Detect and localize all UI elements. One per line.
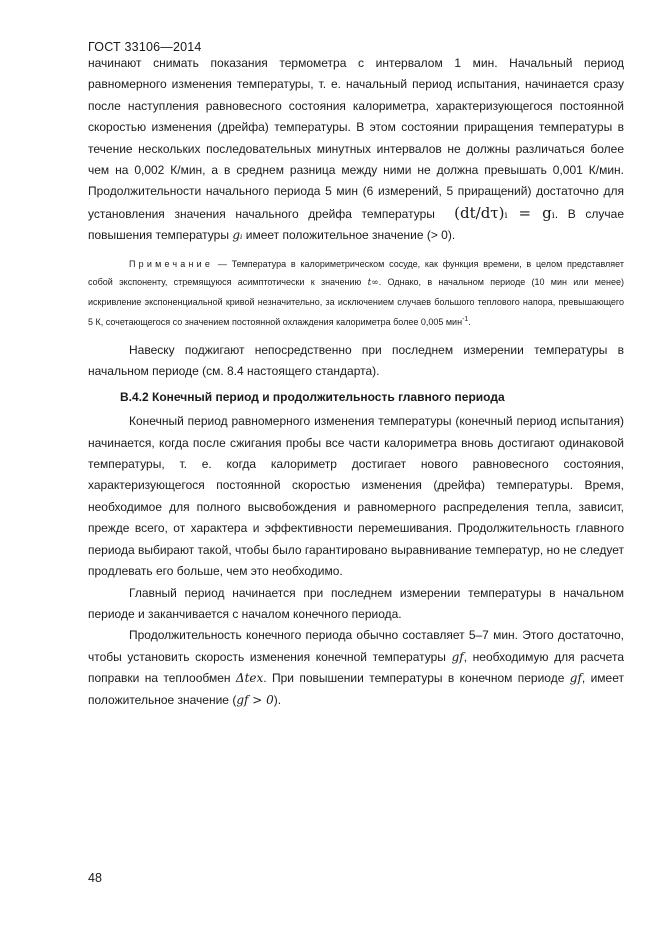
inequality: gf > 0 — [236, 692, 274, 707]
paragraph-text: , необходимую для расчета поправки на теплообмен — [88, 649, 624, 686]
paragraph-text: начинают снимать показания термометра с интервалом 1 мин. Начальный период равномерного изменения температуры, т. е. начальный период испытания, начинается сразу после наступления равновесного состояния калориметра, характеризующегося постоянной скоростью изменения (дрейфа) температуры. В этом состоянии приращения температуры в течение нескольких последовательных минутных интервалов не должны различаться более чем на 0,002 К/мин, а в среднем разница между ними не должна превышать 0,001 К/мин. Продолжительности начального периода 5 мин (6 измерений, 5 приращений) достаточно для установления значения начального дрейфа температуры — [88, 56, 624, 221]
paragraph-text: , имеет положительное значение ( — [88, 671, 624, 707]
section-heading: В.4.2 Конечный период и продолжительность главного периода — [120, 389, 505, 404]
variable-delta-tex: Δtex — [235, 671, 264, 686]
note-text: . Однако, в начальном периоде (10 мин или менее) искривление экспоненциальной кривой незначительно, за исключением случаев большого теплового напора, превышающего 5 К, сочетающегося со значением постоянной охлаждения калориметра более 0,005 мин — [88, 277, 624, 328]
paragraph-text: . В случае повышения температуры — [88, 206, 625, 243]
document-id: ГОСТ 33106—2014 — [88, 40, 202, 54]
note-heading: Примечание — [129, 258, 214, 269]
variable-t-inf: t∞ — [367, 278, 379, 289]
exponent: -1 — [462, 316, 469, 324]
variable-gf: gf — [569, 671, 582, 686]
note-text: — Температура в калориметрическом сосуде, как функция времени, в целом представляет собой экспоненту, стремящуюся асимптотически к значению — [88, 258, 624, 288]
note — [88, 255, 624, 332]
paragraph: Навеску поджигают непосредственно при последнем измерении температуры в начальном периоде (см. 8.4 настоящего стандарта). — [88, 343, 624, 379]
paragraph-text: . При повышении температуры в конечном периоде — [263, 671, 565, 686]
paragraph-text: имеет положительное значение (> 0). — [245, 228, 456, 243]
paragraph: Конечный период равномерного изменения температуры (конечный период испытания) начинается, когда после сжигания пробы все части калориметра вновь достигают одинаковой температуры, т. е. когда калориметр достигает нового равновесного состояния, характеризующегося постоянной скоростью изменения (дрейфа) температуры. Время, необходимое для полного высвобождения и равномерного распределения тепла, зависит, прежде всего, от характера и эффективности перемешивания. Продолжительность главного периода выбирают такой, чтобы было гарантировано выравнивание температур, но не следует продлевать его больше, чем это необходимо. — [88, 414, 624, 579]
drift-formula: (dt/dτ)ᵢ = gᵢ — [454, 203, 555, 222]
paragraph — [88, 625, 624, 711]
paragraph-text: Продолжительность конечного периода обычно составляет 5–7 мин. Этого достаточно, чтобы установить скорость изменения конечной температуры — [88, 628, 624, 664]
page-number: 48 — [88, 871, 102, 885]
variable-gi: gᵢ — [232, 228, 243, 243]
paragraph-text: ). — [273, 692, 282, 707]
variable-gf: gf — [451, 649, 464, 664]
page-body — [88, 53, 624, 711]
paragraph — [88, 53, 624, 247]
note-end: . — [468, 317, 471, 328]
paragraph: Главный период начинается при последнем измерении температуры в начальном периоде и заканчивается с началом конечного периода. — [88, 585, 624, 621]
